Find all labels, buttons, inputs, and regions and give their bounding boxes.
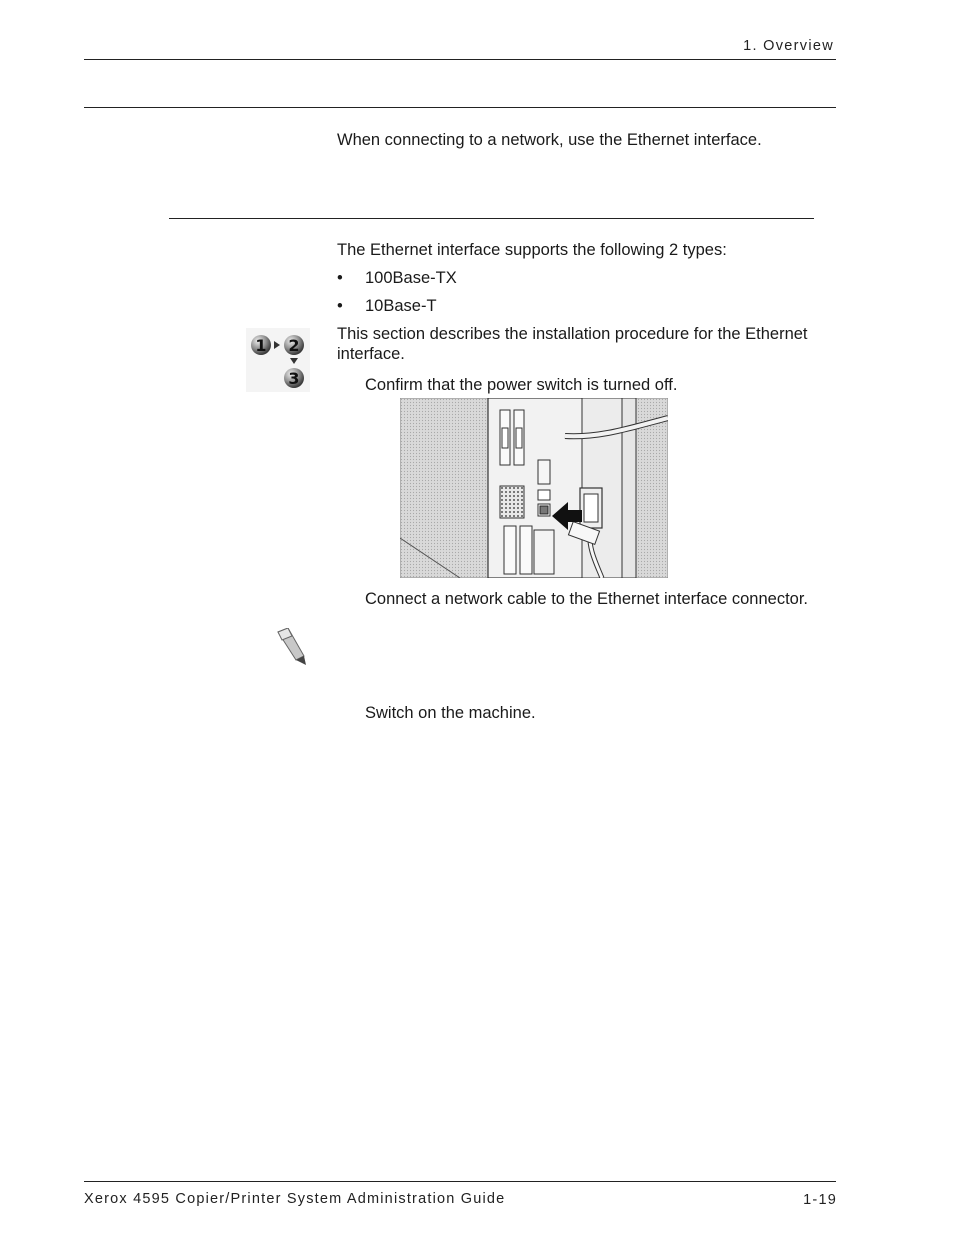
page-number: 1-19 [803,1192,837,1208]
bullet-icon: • [337,297,343,315]
header-rule [84,59,836,60]
footer-title: Xerox 4595 Copier/Printer System Administration Guide [84,1191,506,1207]
procedure-intro-line1: This section describes the installation procedure for the Ethernet [337,325,808,343]
procedure-intro-line2: interface. [337,345,405,363]
pencil-note-icon [274,628,310,666]
step-3-text: Switch on the machine. [365,704,536,722]
intro-paragraph: When connecting to a network, use the Ethernet interface. [337,131,762,149]
subsection-rule [169,218,814,219]
svg-text:1: 1 [255,336,267,355]
list-item-label: 10Base-T [365,297,437,315]
footer-rule [84,1181,836,1182]
ethernet-connection-illustration [400,398,668,578]
types-intro: The Ethernet interface supports the following 2 types: [337,241,727,259]
step-2-text: Connect a network cable to the Ethernet interface connector. [365,590,809,608]
svg-text:2: 2 [288,336,300,355]
list-item [337,296,343,316]
step-1-text: Confirm that the power switch is turned off. [365,376,678,394]
list-item-label: 100Base-TX [365,269,457,287]
bullet-icon: • [337,269,343,287]
section-rule [84,107,836,108]
list-item [337,268,343,288]
svg-text:3: 3 [288,369,300,388]
numbered-steps-icon [246,328,310,392]
running-header: 1. Overview [743,38,834,54]
